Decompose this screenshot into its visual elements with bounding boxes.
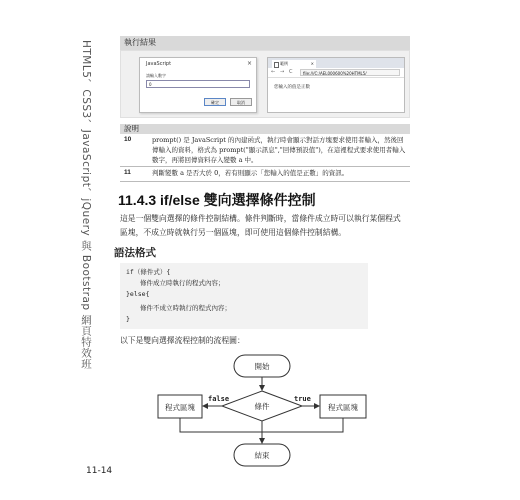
code-line: 條件不成立時執行的程式內容；: [140, 304, 231, 312]
result-heading: 執行結果: [120, 36, 410, 50]
page-message: 您輸入的值是正數: [274, 85, 310, 90]
body-paragraph: 區塊，不成立時就執行另一個區塊，即可使用這個條件控制結構。: [120, 228, 347, 237]
left-merge-line: [180, 418, 262, 432]
back-icon[interactable]: ←: [271, 69, 276, 75]
syntax-heading: 語法格式: [114, 247, 156, 259]
section-title: 11.4.3 if/else 雙向選擇條件控制: [118, 192, 316, 208]
condition-label: 條件: [254, 402, 270, 411]
code-line: 條件成立時執行的程式內容；: [140, 279, 225, 287]
body-paragraph: 這是一個雙向選擇的條件控制結構。條件判斷時，當條件成立時可以執行某個程式: [120, 214, 401, 223]
book-side-title: HTML5、CSS3、JavaScript、jQuery 與 Bootstrap 網頁特效班: [80, 40, 92, 370]
tab-close-icon[interactable]: ×: [310, 61, 314, 66]
line-text: prompt() 是 JavaScript 的內建函式，執行時會顯示對話方塊要求使用者輸入，然後回傳輸入的資料，格式為 prompt("顯示訊息","回傳預設值")，在這裡程式要求使用者輸入數字，再將回傳資料存入變數 a 中。: [152, 136, 406, 164]
page-number: 11-14: [86, 466, 113, 476]
ok-button[interactable]: 確定: [204, 98, 226, 106]
false-label: false: [208, 395, 230, 403]
line-text: 判斷變數 a 是否大於 0，若有則顯示「您輸入的值是正數」的資訊。: [152, 169, 349, 177]
line-number: 11: [124, 169, 131, 176]
right-merge-line: [262, 418, 343, 432]
reload-icon[interactable]: C: [289, 69, 293, 75]
forward-icon[interactable]: →: [280, 69, 285, 75]
right-process-label: 程式區塊: [328, 403, 358, 412]
code-line: if（條件式）{: [126, 268, 171, 276]
left-process-label: 程式區塊: [165, 403, 195, 412]
code-line: }: [126, 315, 130, 323]
dialog-prompt: 請輸入數字: [146, 73, 166, 78]
true-label: true: [294, 395, 311, 403]
dialog-input[interactable]: 0: [146, 80, 250, 88]
flow-intro: 以下是雙向選擇流程控制的流程圖：: [120, 336, 245, 345]
dialog-title: JavaScript: [146, 61, 172, 67]
code-line: }else{: [126, 290, 150, 298]
close-icon[interactable]: ×: [246, 60, 252, 67]
line-number: 10: [124, 136, 132, 143]
tab-label: 範例: [280, 61, 288, 66]
explain-heading: 說明: [120, 124, 410, 134]
end-label: 結束: [254, 451, 270, 460]
start-label: 開始: [254, 362, 270, 371]
address-bar[interactable]: file:///C:/AEL000600%20HTML5/: [300, 69, 400, 76]
cancel-button[interactable]: 取消: [230, 98, 252, 106]
